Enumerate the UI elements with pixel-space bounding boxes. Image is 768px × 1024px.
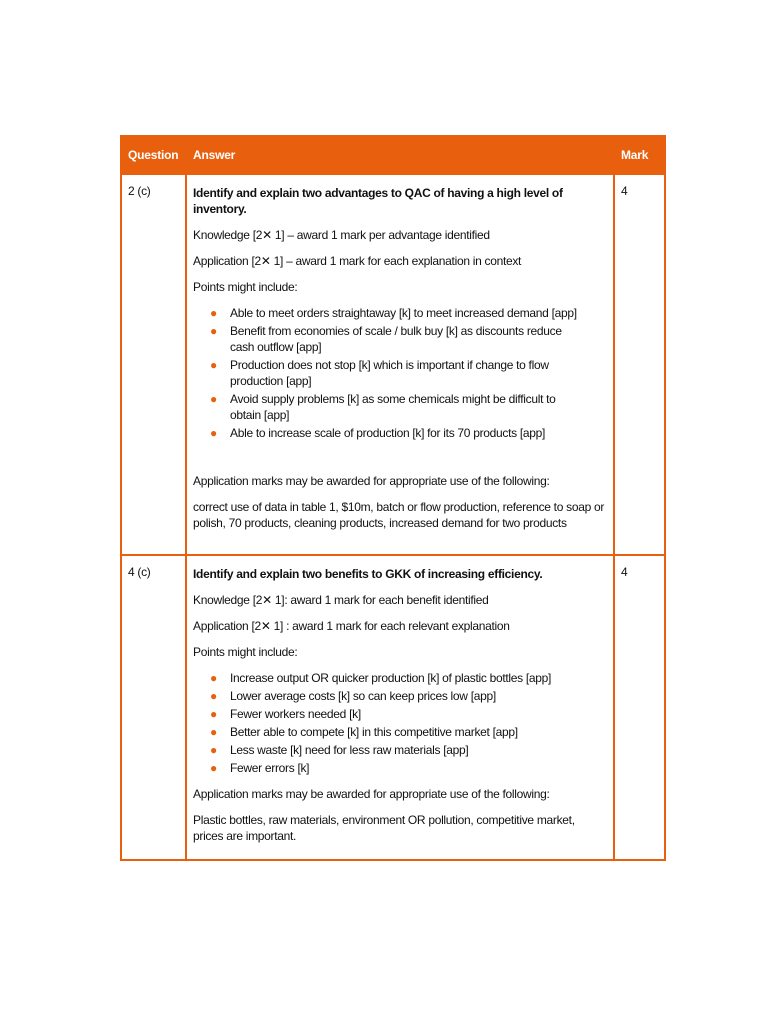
point-text: Benefit from economies of scale / bulk buy [k] as discounts reduce cash outflow [app] <box>230 324 562 354</box>
application-criterion: Application [2✕ 1] – award 1 mark for each explanation in context <box>193 254 522 268</box>
header-mark: Mark <box>614 136 665 174</box>
table-row <box>121 174 665 555</box>
application-heading: Application marks may be awarded for appropriate use of the following: <box>193 787 550 801</box>
list-item <box>210 357 607 389</box>
header-row <box>121 136 665 174</box>
point-text: Production does not stop [k] which is important if change to flow production [app] <box>230 358 549 388</box>
point-text: Better able to compete [k] in this competitive market [app] <box>230 725 518 739</box>
list-item <box>210 724 607 740</box>
bullet-dot-icon: ● <box>210 725 217 739</box>
mark-value: 4 <box>614 555 665 860</box>
table-header <box>121 136 665 174</box>
application-text: correct use of data in table 1, $10m, batch or flow production, reference to soap or polish, 70 products, cleaning products, increased demand for two products <box>193 500 605 530</box>
point-text: Avoid supply problems [k] as some chemicals might be difficult to obtain [app] <box>230 392 556 422</box>
answer-cell <box>186 555 614 860</box>
bullet-dot-icon: ● <box>210 306 217 320</box>
points-heading: Points might include: <box>193 645 298 659</box>
question-title: Identify and explain two benefits to GKK of increasing efficiency. <box>193 567 543 581</box>
point-text: Lower average costs [k] so can keep prices low [app] <box>230 689 496 703</box>
point-text: Fewer workers needed [k] <box>230 707 361 721</box>
application-heading: Application marks may be awarded for appropriate use of the following: <box>193 474 550 488</box>
list-item <box>210 742 607 758</box>
list-item <box>210 760 607 776</box>
application-text: Plastic bottles, raw materials, environment OR pollution, competitive market, prices are important. <box>193 813 575 843</box>
question-title: Identify and explain two advantages to QAC of having a high level of inventory. <box>193 186 563 216</box>
bullet-dot-icon: ● <box>210 324 217 338</box>
mark-scheme-table <box>120 135 666 861</box>
header-answer: Answer <box>186 136 614 174</box>
points-list <box>193 670 607 776</box>
list-item <box>210 323 607 355</box>
bullet-dot-icon: ● <box>210 671 217 685</box>
bullet-dot-icon: ● <box>210 743 217 757</box>
mark-value: 4 <box>614 174 665 555</box>
bullet-dot-icon: ● <box>210 392 217 406</box>
list-item <box>210 391 607 423</box>
header-question: Question <box>121 136 186 174</box>
list-item <box>210 670 607 686</box>
list-item <box>210 305 607 321</box>
question-number: 2 (c) <box>121 174 186 555</box>
table-row <box>121 555 665 860</box>
list-item <box>210 706 607 722</box>
bullet-dot-icon: ● <box>210 761 217 775</box>
point-text: Able to meet orders straightaway [k] to meet increased demand [app] <box>230 306 577 320</box>
answer-cell <box>186 174 614 555</box>
point-text: Able to increase scale of production [k] for its 70 products [app] <box>230 426 546 440</box>
bullet-dot-icon: ● <box>210 689 217 703</box>
points-heading: Points might include: <box>193 280 298 294</box>
bullet-dot-icon: ● <box>210 426 217 440</box>
points-list <box>193 305 607 441</box>
point-text: Increase output OR quicker production [k] of plastic bottles [app] <box>230 671 552 685</box>
knowledge-criterion: Knowledge [2✕ 1]: award 1 mark for each benefit identified <box>193 593 489 607</box>
list-item <box>210 425 607 441</box>
point-text: Fewer errors [k] <box>230 761 310 775</box>
point-text: Less waste [k] need for less raw materials [app] <box>230 743 469 757</box>
bullet-dot-icon: ● <box>210 358 217 372</box>
bullet-dot-icon: ● <box>210 707 217 721</box>
application-criterion: Application [2✕ 1] : award 1 mark for each relevant explanation <box>193 619 510 633</box>
knowledge-criterion: Knowledge [2✕ 1] – award 1 mark per advantage identified <box>193 228 490 242</box>
list-item <box>210 688 607 704</box>
question-number: 4 (c) <box>121 555 186 860</box>
